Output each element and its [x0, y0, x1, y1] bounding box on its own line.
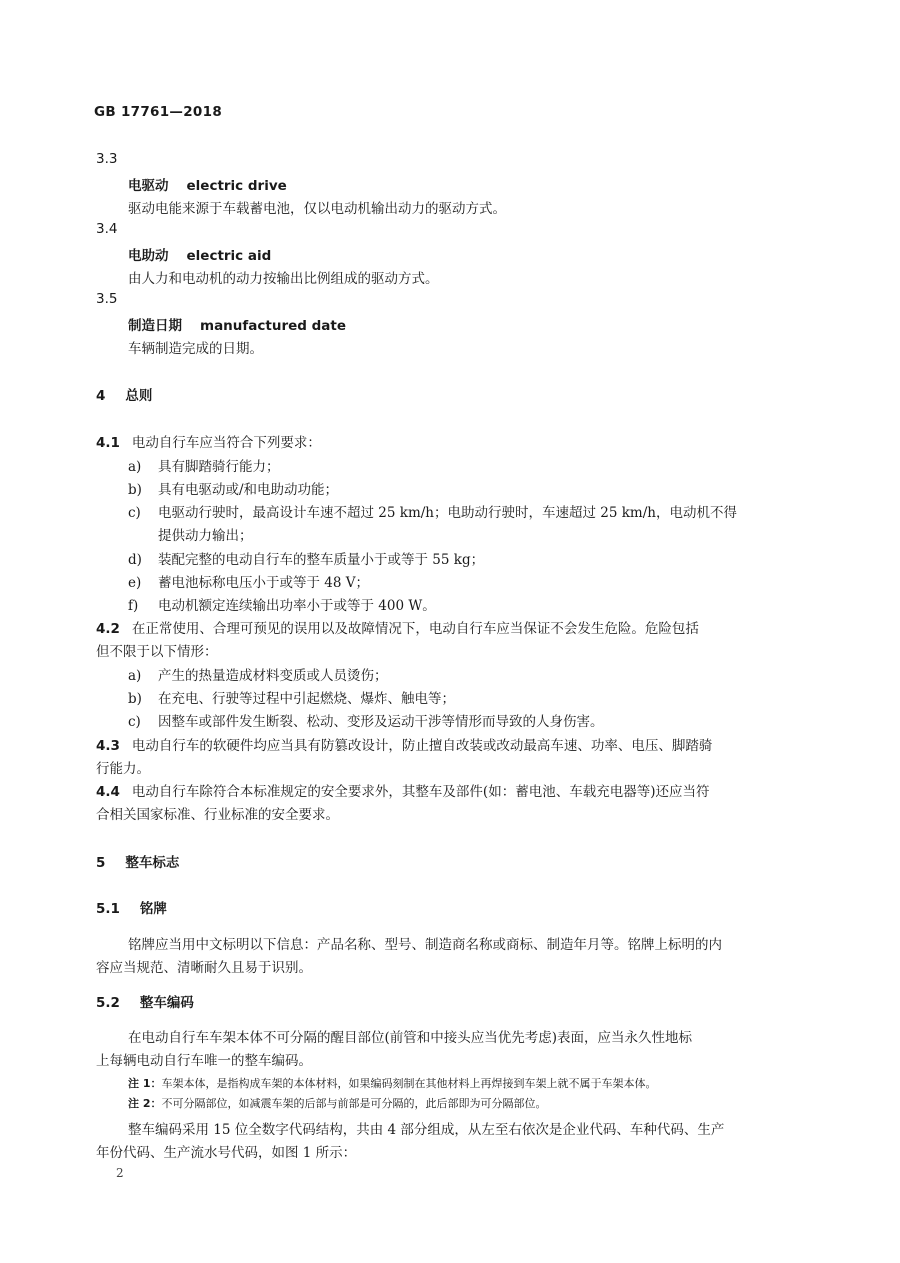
subsection-heading [96, 991, 194, 1011]
clause-text: 在正常使用、合理可预见的误用以及故障情况下，电动自行车应当保证不会发生危险。危险包括 [131, 621, 699, 637]
list-item [128, 710, 604, 730]
list-item-text: 蓄电池标称电压小于或等于 48 V； [158, 575, 370, 591]
clause-4-3 [96, 734, 796, 754]
term-zh: 电助动 [128, 248, 169, 264]
clause-text: 电动自行车的软硬件均应当具有防篡改设计，防止擅自改装或改动最高车速、功率、电压、脚踏骑 [131, 738, 713, 754]
term-zh: 电驱动 [128, 178, 169, 194]
note-label: 注 2： [128, 1097, 162, 1110]
subsection-title: 整车编码 [139, 995, 194, 1011]
term-en: electric drive [186, 178, 287, 194]
list-item-text: 在充电、行驶等过程中引起燃烧、爆炸、触电等； [158, 691, 455, 707]
clause-number: 4.1 [96, 435, 120, 451]
term-en: manufactured date [200, 318, 347, 334]
paragraph-continuation: 年份代码、生产流水号代码，如图 1 所示： [96, 1145, 357, 1161]
note-text: 车架本体，是指构成车架的本体材料，如果编码刻制在其他材料上再焊接到车架上就不属于车架本体。 [161, 1077, 657, 1090]
term-heading [128, 174, 287, 194]
list-item-text: 电驱动行驶时，最高设计车速不超过 25 km/h；电助动行驶时，车速超过 25 km/h，电动机不得 [158, 505, 737, 521]
list-item [128, 455, 280, 475]
term-definition: 驱动电能来源于车载蓄电池，仅以电动机输出动力的驱动方式。 [128, 201, 506, 217]
term-zh: 制造日期 [128, 318, 182, 334]
subsection-heading [96, 897, 167, 917]
clause-text: 电动自行车除符合本标准规定的安全要求外，其整车及部件(如：蓄电池、车载充电器等)还应当符 [131, 784, 710, 800]
page-number: 2 [116, 1166, 124, 1180]
term-definition: 车辆制造完成的日期。 [128, 341, 263, 357]
paragraph: 铭牌应当用中文标明以下信息：产品名称、型号、制造商名称或商标、制造年月等。铭牌上标明的内 [128, 937, 722, 953]
clause-number: 4.2 [96, 621, 120, 637]
list-item-continuation: 提供动力输出； [158, 528, 253, 544]
list-item-text: 装配完整的电动自行车的整车质量小于或等于 55 kg； [158, 552, 485, 568]
list-item [128, 501, 737, 521]
list-marker: d) [128, 552, 142, 568]
clause-number: 3.4 [96, 221, 118, 237]
section-heading [96, 384, 152, 404]
clause-4-2 [96, 617, 796, 637]
list-marker: a) [128, 668, 142, 684]
subsection-number: 5.1 [96, 901, 120, 917]
term-en: electric aid [186, 248, 272, 264]
section-title: 总则 [125, 388, 153, 404]
clause-number: 3.3 [96, 151, 118, 167]
list-marker: a) [128, 459, 142, 475]
list-marker: f) [128, 598, 139, 614]
list-marker: c) [128, 505, 141, 521]
list-item [128, 594, 436, 614]
note-2 [128, 1095, 546, 1111]
list-marker: b) [128, 691, 142, 707]
clause-number: 4.4 [96, 784, 120, 800]
list-item [128, 687, 455, 707]
clause-4-1 [96, 431, 796, 451]
list-item-text: 产生的热量造成材料变质或人员烫伤； [158, 668, 388, 684]
paragraph-continuation: 上每辆电动自行车唯一的整车编码。 [96, 1053, 312, 1069]
standard-code: GB 17761—2018 [94, 104, 223, 120]
list-item [128, 548, 484, 568]
list-item-text: 电动机额定连续输出功率小于或等于 400 W。 [158, 598, 436, 614]
section-number: 4 [96, 388, 106, 404]
list-item-text: 因整车或部件发生断裂、松动、变形及运动干涉等情形而导致的人身伤害。 [158, 714, 604, 730]
list-item-text: 具有脚踏骑行能力； [158, 459, 280, 475]
note-label: 注 1： [128, 1077, 162, 1090]
subsection-title: 铭牌 [139, 901, 167, 917]
term-heading [128, 244, 271, 264]
paragraph: 在电动自行车车架本体不可分隔的醒目部位(前管和中接头应当优先考虑)表面，应当永久性地标 [128, 1030, 693, 1046]
clause-4-4 [96, 780, 796, 800]
clause-text-continuation: 但不限于以下情形： [96, 644, 218, 660]
list-marker: c) [128, 714, 141, 730]
list-marker: b) [128, 482, 142, 498]
section-title: 整车标志 [125, 855, 180, 871]
note-text: 不可分隔部位，如减震车架的后部与前部是可分隔的，此后部即为可分隔部位。 [161, 1097, 547, 1110]
term-heading [128, 314, 346, 334]
list-marker: e) [128, 575, 142, 591]
paragraph-continuation: 容应当规范、清晰耐久且易于识别。 [96, 960, 312, 976]
clause-text: 电动自行车应当符合下列要求： [131, 435, 321, 451]
term-definition: 由人力和电动机的动力按输出比例组成的驱动方式。 [128, 271, 439, 287]
subsection-number: 5.2 [96, 995, 120, 1011]
section-heading [96, 851, 179, 871]
list-item [128, 478, 338, 498]
list-item [128, 664, 388, 684]
note-1 [128, 1075, 656, 1091]
clause-text-continuation: 行能力。 [96, 761, 150, 777]
list-item [128, 571, 369, 591]
list-item-text: 具有电驱动或/和电助动功能； [158, 482, 339, 498]
section-number: 5 [96, 855, 106, 871]
paragraph: 整车编码采用 15 位全数字代码结构，共由 4 部分组成，从左至右依次是企业代码、车种代码、生产 [128, 1122, 725, 1138]
clause-number: 4.3 [96, 738, 120, 754]
clause-text-continuation: 合相关国家标准、行业标准的安全要求。 [96, 807, 339, 823]
clause-number: 3.5 [96, 291, 118, 307]
